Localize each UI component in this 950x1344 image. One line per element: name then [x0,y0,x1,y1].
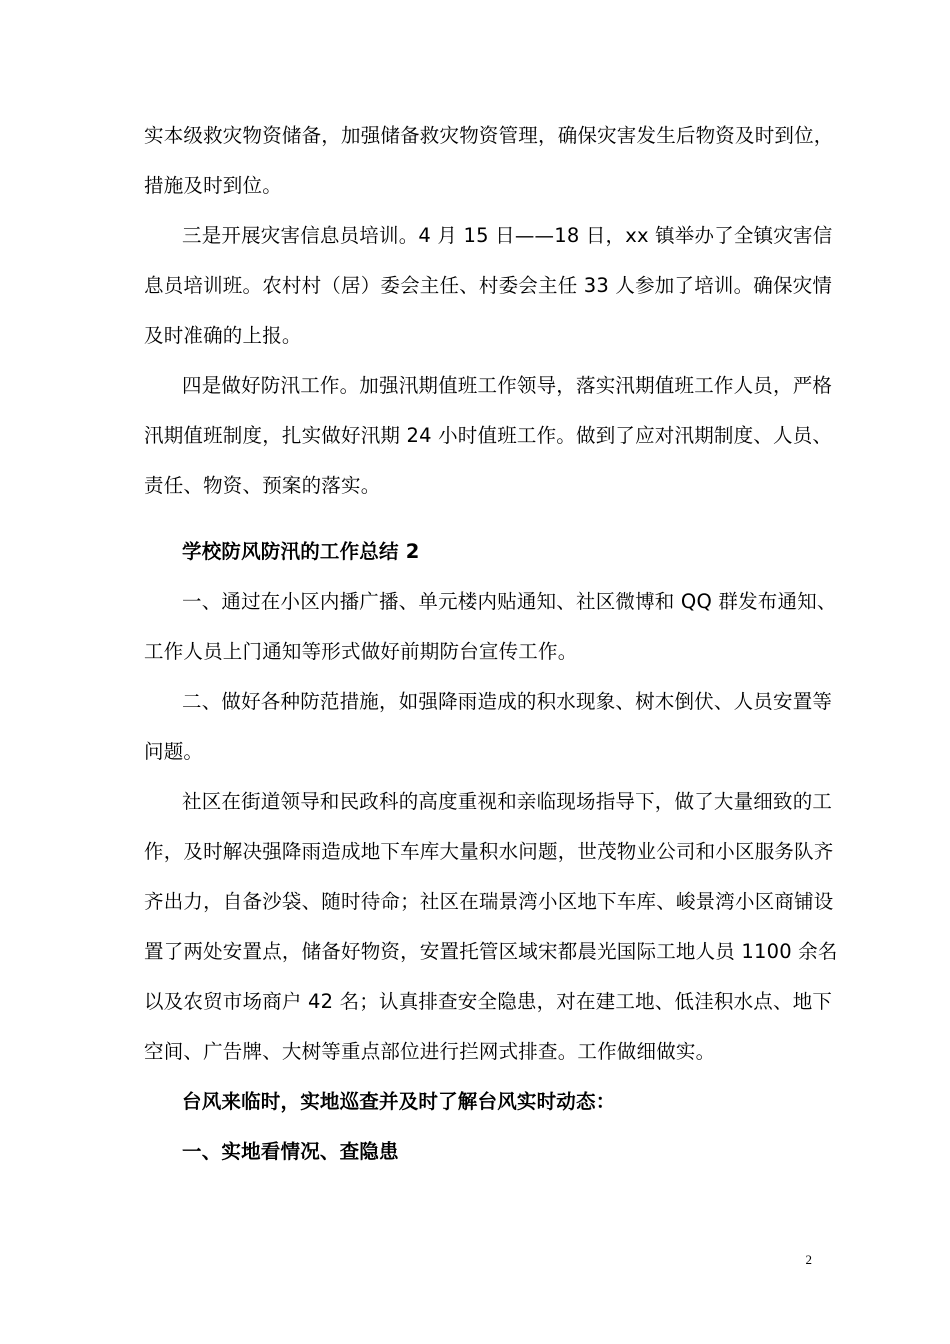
page-number: 2 [805,1252,812,1267]
body-line: 以及农贸市场商户 42 名；认真排查安全隐患，对在建工地、低洼积水点、地下 [144,990,833,1013]
body-line: 措施及时到位。 [144,174,282,197]
body-line: 四是做好防汛工作。加强汛期值班工作领导，落实汛期值班工作人员，严格 [182,374,833,397]
body-line: 三是开展灾害信息员培训。4 月 15 日——18 日，xx 镇举办了全镇灾害信 [182,224,833,247]
body-line: 置了两处安置点，储备好物资，安置托管区域宋都晨光国际工地人员 1100 余名 [144,940,838,963]
body-line: 工作人员上门通知等形式做好前期防台宣传工作。 [144,640,578,663]
body-line: 实本级救灾物资储备，加强储备救灾物资管理，确保灾害发生后物资及时到位， [144,124,834,147]
bold-subheading: 一、实地看情况、查隐患 [182,1140,399,1163]
body-line: 责任、物资、预案的落实。 [144,474,381,497]
body-line: 一、通过在小区内播广播、单元楼内贴通知、社区微博和 QQ 群发布通知、 [182,590,837,613]
body-line: 齐出力，自备沙袋、随时待命；社区在瑞景湾小区地下车库、峻景湾小区商铺设 [144,890,834,913]
body-line: 问题。 [144,740,204,763]
body-line: 汛期值班制度，扎实做好汛期 24 小时值班工作。做到了应对汛期制度、人员、 [144,424,833,447]
body-line: 作，及时解决强降雨造成地下车库大量积水问题，世茂物业公司和小区服务队齐 [144,840,834,863]
bold-subheading: 台风来临时，实地巡查并及时了解台风实时动态： [182,1090,616,1113]
body-line: 及时准确的上报。 [144,324,302,347]
body-line: 社区在街道领导和民政科的高度重视和亲临现场指导下，做了大量细致的工 [182,790,833,813]
body-line: 空间、广告牌、大树等重点部位进行拦网式排查。工作做细做实。 [144,1040,716,1063]
section-heading: 学校防风防汛的工作总结 2 [182,540,420,563]
body-line: 二、做好各种防范措施，如强降雨造成的积水现象、树木倒伏、人员安置等 [182,690,833,713]
body-line: 息员培训班。农村村（居）委会主任、村委会主任 33 人参加了培训。确保灾情 [144,274,833,297]
